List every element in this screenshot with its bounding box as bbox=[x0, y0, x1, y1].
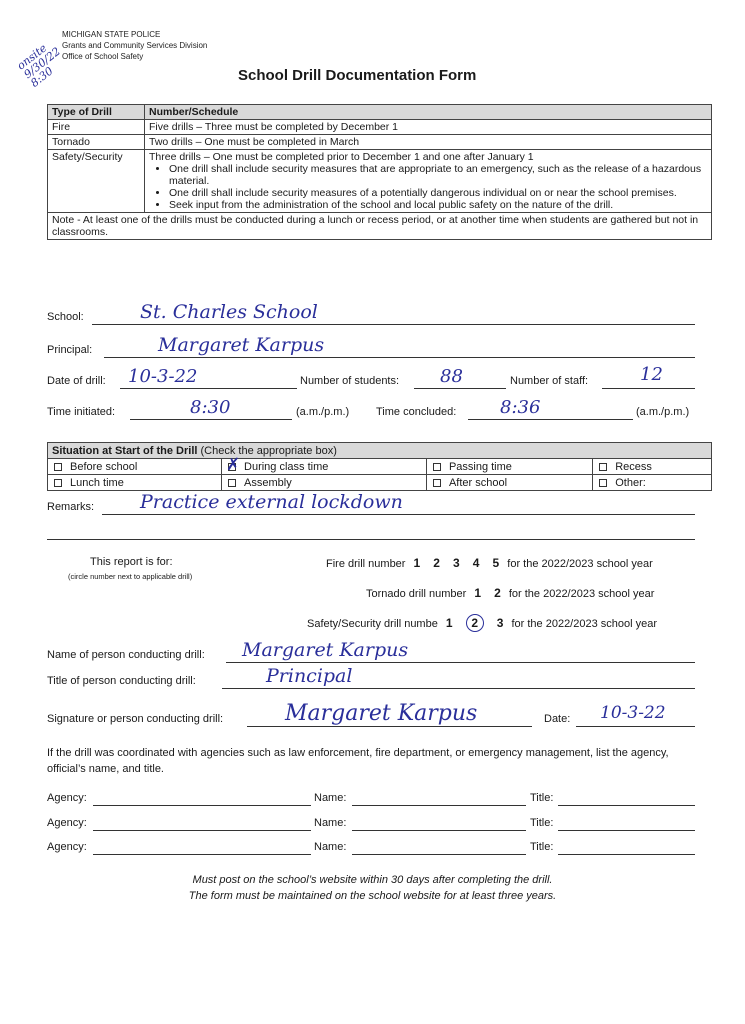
footer-line-2: The form must be maintained on the school website for at least three years. bbox=[188, 890, 557, 902]
safety-num[interactable]: 1 bbox=[445, 616, 453, 630]
checkbox[interactable] bbox=[599, 479, 607, 487]
signature-line[interactable] bbox=[247, 726, 532, 727]
checkbox-checked[interactable] bbox=[226, 454, 241, 475]
option-label: During class time bbox=[244, 460, 329, 473]
agency-line-3[interactable] bbox=[93, 854, 311, 855]
safety-drill-row bbox=[307, 614, 657, 632]
time-concluded-label: Time concluded: bbox=[376, 406, 457, 418]
safety-year-text: for the 2022/2023 school year bbox=[511, 618, 658, 630]
agency-name-label-1: Name: bbox=[314, 792, 347, 804]
safety-bullet-3: • Seek input from the administration of the school and local public safety on the nature of the drill. bbox=[169, 199, 707, 211]
option-passing-time[interactable] bbox=[426, 459, 592, 475]
agency-name-line-1[interactable] bbox=[352, 805, 526, 806]
agency-title-label-3: Title: bbox=[530, 841, 554, 853]
school-line[interactable] bbox=[92, 324, 695, 325]
agency-name-line-2[interactable] bbox=[352, 830, 526, 831]
col-schedule-header: Number/Schedule bbox=[145, 105, 712, 120]
title-conducting-label: Title of person conducting drill: bbox=[47, 675, 196, 687]
staff-line[interactable] bbox=[602, 388, 695, 389]
remarks-value: Practice external lockdown bbox=[140, 491, 403, 513]
staff-value: 12 bbox=[640, 364, 663, 385]
safety-schedule-cell bbox=[145, 150, 712, 213]
situation-heading-bold: Situation at Start of the Drill bbox=[52, 444, 198, 457]
signature-label: Signature or person conducting drill: bbox=[47, 713, 224, 725]
principal-value: Margaret Karpus bbox=[158, 334, 325, 356]
time-concluded-value: 8:36 bbox=[500, 397, 541, 418]
time-initiated-value: 8:30 bbox=[190, 397, 231, 418]
agency-name-label-3: Name: bbox=[314, 841, 347, 853]
agency-intro: If the drill was coordinated with agencies such as law enforcement, fire department, or emergency management, list the agency, official’s name, and title. bbox=[47, 747, 669, 775]
time-initiated-label: Time initiated: bbox=[47, 406, 116, 418]
ampm-1: (a.m./p.m.) bbox=[296, 406, 350, 418]
drill-note: Note - At least one of the drills must be conducted during a lunch or recess period, or at another time when students are gathered but not in classrooms. bbox=[48, 213, 712, 240]
students-value: 88 bbox=[440, 366, 463, 387]
principal-line[interactable] bbox=[104, 357, 695, 358]
students-label: Number of students: bbox=[300, 375, 400, 387]
fire-year-text: for the 2022/2023 school year bbox=[507, 558, 653, 570]
option-label: Lunch time bbox=[70, 476, 124, 489]
date-value: 10-3-22 bbox=[128, 366, 198, 387]
agency-title-line-3[interactable] bbox=[558, 854, 695, 855]
sig-date-label: Date: bbox=[544, 713, 571, 725]
x-mark-icon: ✗ bbox=[226, 454, 241, 475]
staff-label: Number of staff: bbox=[510, 375, 589, 387]
agency-title-line-1[interactable] bbox=[558, 805, 695, 806]
name-conducting-label: Name of person conducting drill: bbox=[47, 649, 205, 661]
sig-date-line[interactable] bbox=[576, 726, 695, 727]
checkbox[interactable] bbox=[433, 463, 441, 471]
agency-title-line-2[interactable] bbox=[558, 830, 695, 831]
students-line[interactable] bbox=[414, 388, 506, 389]
tornado-schedule: Two drills – One must be completed in March bbox=[145, 135, 712, 150]
agency-line-2[interactable] bbox=[93, 830, 311, 831]
option-label: Before school bbox=[70, 460, 138, 473]
fire-num[interactable]: 2 bbox=[433, 556, 440, 570]
time-initiated-line[interactable] bbox=[130, 419, 292, 420]
tornado-num[interactable]: 1 bbox=[474, 586, 482, 600]
agency-title-label-2: Title: bbox=[530, 817, 554, 829]
option-after-school[interactable] bbox=[426, 475, 592, 491]
tornado-num[interactable]: 2 bbox=[494, 586, 501, 600]
tornado-drill-label: Tornado drill number bbox=[366, 588, 467, 600]
situation-heading bbox=[48, 443, 712, 459]
agency-name-line-3[interactable] bbox=[352, 854, 526, 855]
title-conducting-line[interactable] bbox=[222, 688, 695, 689]
margin-note: onsite 9/30/22 8:30 bbox=[14, 41, 63, 90]
situation-heading-note: (Check the appropriate box) bbox=[200, 444, 337, 457]
drill-schedule-table bbox=[47, 104, 712, 240]
footer-line-1: Must post on the school’s website within 30 days after completing the drill. bbox=[192, 874, 553, 886]
name-conducting-value: Margaret Karpus bbox=[242, 639, 409, 661]
option-label: After school bbox=[448, 476, 508, 489]
agency-label-1: Agency: bbox=[47, 792, 87, 804]
date-line[interactable] bbox=[120, 388, 297, 389]
option-during-class[interactable] bbox=[222, 454, 427, 475]
fire-schedule: Five drills – Three must be completed by December 1 bbox=[145, 120, 712, 135]
ampm-2: (a.m./p.m.) bbox=[636, 406, 690, 418]
fire-num[interactable]: 3 bbox=[453, 556, 460, 570]
checkbox[interactable] bbox=[433, 479, 441, 487]
option-other[interactable] bbox=[593, 475, 712, 491]
remarks-label: Remarks: bbox=[47, 501, 95, 513]
option-label: Assembly bbox=[244, 476, 292, 489]
col-type-header: Type of Drill bbox=[48, 105, 145, 120]
title-conducting-value: Principal bbox=[266, 665, 353, 687]
option-assembly[interactable] bbox=[222, 475, 427, 491]
tornado-type: Tornado bbox=[48, 135, 145, 150]
fire-drill-row bbox=[326, 556, 653, 570]
option-lunch-time[interactable] bbox=[48, 475, 222, 491]
fire-drill-label: Fire drill number bbox=[326, 558, 406, 570]
fire-num[interactable]: 5 bbox=[492, 556, 500, 570]
org-line-3: Office of School Safety bbox=[62, 52, 144, 61]
form-sheet bbox=[10, 8, 735, 973]
fire-num[interactable]: 1 bbox=[413, 556, 421, 570]
school-label: School: bbox=[47, 311, 84, 323]
safety-type: Safety/Security bbox=[48, 150, 145, 213]
checkbox[interactable] bbox=[228, 479, 236, 487]
safety-num[interactable]: 3 bbox=[496, 616, 504, 630]
org-line-2: Grants and Community Services Division bbox=[62, 41, 208, 50]
agency-label-3: Agency: bbox=[47, 841, 87, 853]
fire-num[interactable]: 4 bbox=[472, 556, 480, 570]
time-concluded-line[interactable] bbox=[468, 419, 633, 420]
remarks-line[interactable] bbox=[102, 514, 695, 515]
report-for-label: This report is for: bbox=[90, 556, 173, 568]
date-label: Date of drill: bbox=[47, 375, 106, 387]
remarks-line-2[interactable] bbox=[47, 539, 695, 540]
sig-date-value: 10-3-22 bbox=[600, 703, 666, 723]
safety-schedule: Three drills – One must be completed prior to December 1 and one after January 1 bbox=[149, 151, 534, 163]
safety-drill-label: Safety/Security drill numbe bbox=[307, 618, 438, 630]
form-title: School Drill Documentation Form bbox=[238, 67, 477, 84]
fire-type: Fire bbox=[48, 120, 145, 135]
safety-bullet-1: • One drill shall include security measures that are appropriate to an emergency, such as the release of a hazardous material. bbox=[169, 163, 707, 187]
agency-line-1[interactable] bbox=[93, 805, 311, 806]
org-line-1: MICHIGAN STATE POLICE bbox=[62, 30, 161, 39]
agency-name-label-2: Name: bbox=[314, 817, 347, 829]
signature-value: Margaret Karpus bbox=[285, 701, 478, 726]
name-conducting-line[interactable] bbox=[226, 662, 695, 663]
option-label: Passing time bbox=[448, 460, 512, 473]
checkbox[interactable] bbox=[599, 463, 607, 471]
safety-num-circled[interactable]: 2 bbox=[466, 614, 484, 632]
option-label: Recess bbox=[615, 460, 652, 473]
agency-label-2: Agency: bbox=[47, 817, 87, 829]
tornado-drill-row bbox=[366, 586, 654, 600]
school-value: St. Charles School bbox=[140, 301, 318, 323]
tornado-year-text: for the 2022/2023 school year bbox=[508, 588, 655, 600]
option-label: Other: bbox=[615, 476, 646, 489]
checkbox[interactable] bbox=[54, 463, 62, 471]
option-before-school[interactable] bbox=[48, 459, 222, 475]
principal-label: Principal: bbox=[47, 344, 93, 356]
checkbox[interactable] bbox=[54, 479, 62, 487]
safety-bullet-2: • One drill shall include security measures of a potentially dangerous individual on or near the school premises. bbox=[169, 187, 707, 199]
agency-title-label-1: Title: bbox=[530, 792, 554, 804]
report-for-sub: (circle number next to applicable drill) bbox=[68, 572, 193, 581]
option-recess[interactable] bbox=[593, 459, 712, 475]
situation-table bbox=[47, 442, 712, 491]
